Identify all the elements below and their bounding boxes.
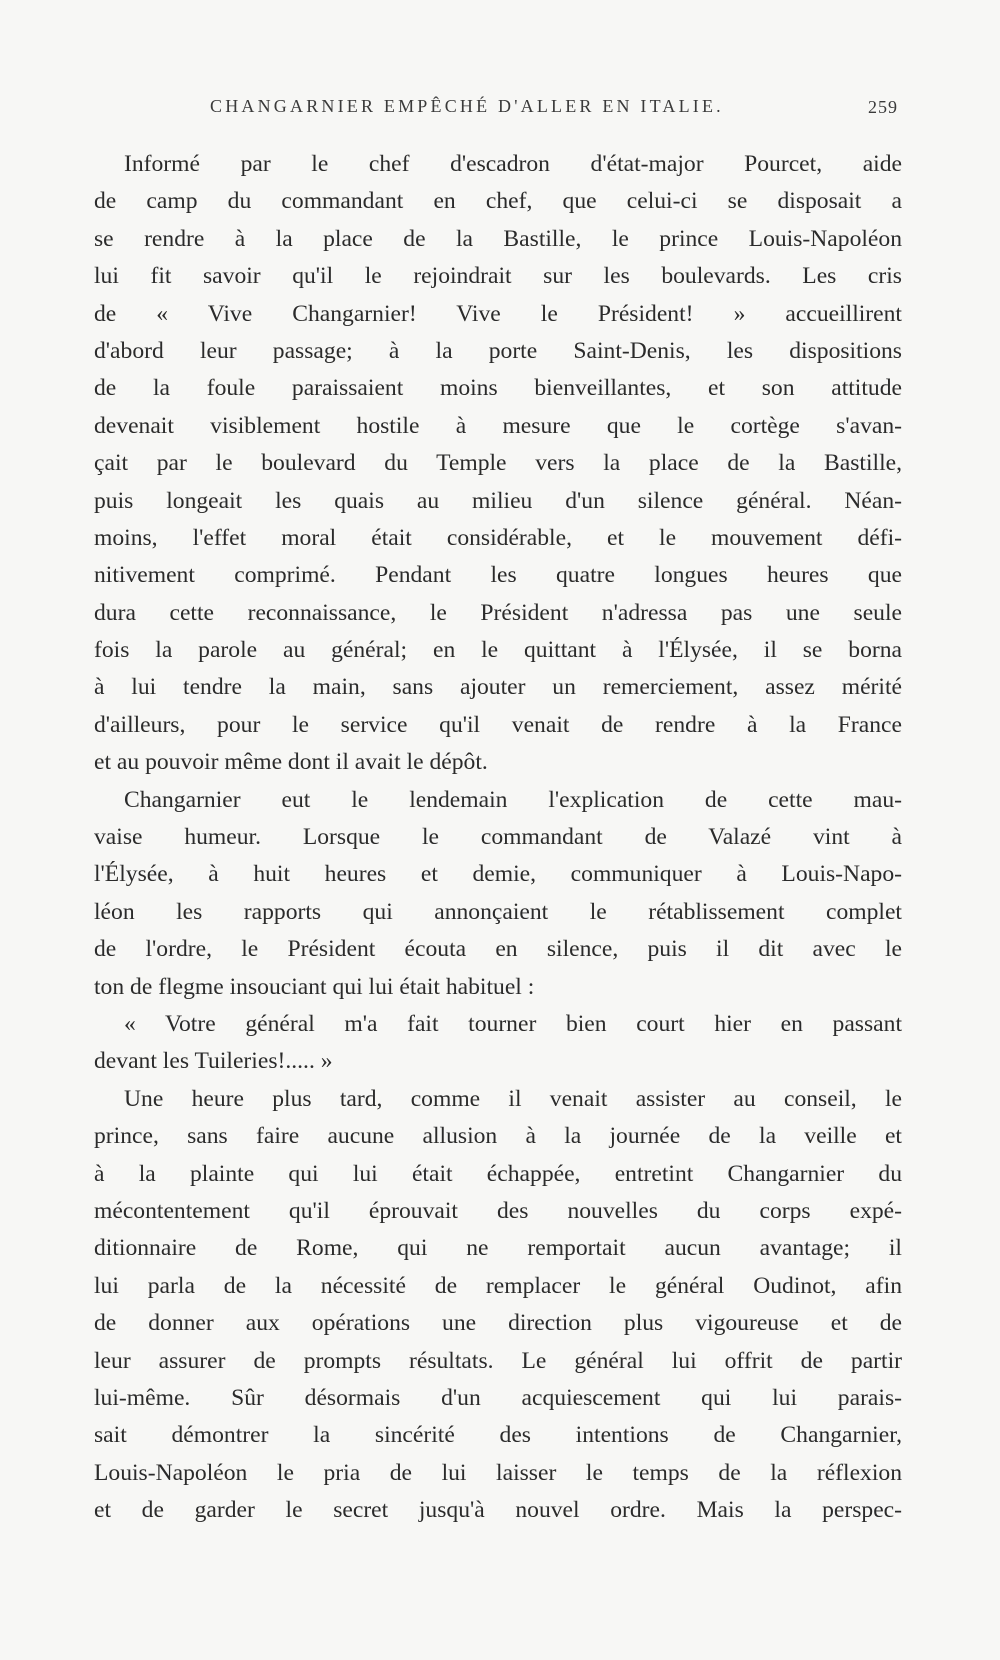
text-line: prince, sans faire aucune allusion à la journée de la veille et	[94, 1123, 902, 1150]
text-line: lui-même. Sûr désormais d'un acquiescement qui lui parais-	[94, 1384, 902, 1411]
running-head	[98, 96, 898, 126]
text-line: devenait visiblement hostile à mesure que le cortège s'avan-	[94, 412, 902, 439]
text-line: fois la parole au général; en le quittant à l'Élysée, il se borna	[94, 637, 902, 664]
text-line: ton de flegme insouciant qui lui était habituel :	[94, 973, 535, 1000]
text-line: vaise humeur. Lorsque le commandant de Valazé vint à	[94, 824, 902, 851]
text-line: de la foule paraissaient moins bienveillantes, et son attitude	[94, 375, 902, 402]
text-line: d'ailleurs, pour le service qu'il venait de rendre à la France	[94, 711, 902, 738]
text-line: et de garder le secret jusqu'à nouvel ordre. Mais la perspec-	[94, 1497, 902, 1524]
text-line: dura cette reconnaissance, le Président n'adressa pas une seule	[94, 599, 902, 626]
text-line: Une heure plus tard, comme il venait assister au conseil, le	[124, 1085, 902, 1112]
text-line: de l'ordre, le Président écouta en silence, puis il dit avec le	[94, 936, 902, 963]
text-line: et au pouvoir même dont il avait le dépôt.	[94, 749, 488, 776]
text-line: à la plainte qui lui était échappée, entretint Changarnier du	[94, 1160, 902, 1187]
text-line: Informé par le chef d'escadron d'état-major Pourcet, aide	[124, 151, 902, 177]
quoted-line: devant les Tuileries!..... »	[94, 1048, 333, 1075]
text-line: lui parla de la nécessité de remplacer le général Oudinot, afin	[94, 1272, 902, 1299]
body-text	[94, 146, 902, 1529]
text-line: se rendre à la place de la Bastille, le prince Louis-Napoléon	[94, 225, 902, 252]
text-line: d'abord leur passage; à la porte Saint-Denis, les dispositions	[94, 337, 902, 364]
text-line: çait par le boulevard du Temple vers la place de la Bastille,	[94, 450, 902, 477]
text-line: Changarnier eut le lendemain l'explication de cette mau-	[124, 786, 902, 813]
text-line: de « Vive Changarnier! Vive le Président! » accueillirent	[94, 300, 902, 327]
text-line: de donner aux opérations une direction plus vigoureuse et de	[94, 1310, 902, 1337]
text-line: sait démontrer la sincérité des intentions de Changarnier,	[94, 1422, 902, 1449]
text-line: puis longeait les quais au milieu d'un silence général. Néan-	[94, 487, 902, 514]
text-line: de camp du commandant en chef, que celui-ci se disposait a	[94, 188, 902, 215]
text-line: ditionnaire de Rome, qui ne remportait aucun avantage; il	[94, 1235, 902, 1262]
text-line: lui fit savoir qu'il le rejoindrait sur les boulevards. Les cris	[94, 263, 902, 290]
quoted-line: « Votre général m'a fait tourner bien court hier en passant	[124, 1010, 902, 1037]
text-line: leur assurer de prompts résultats. Le général lui offrit de partir	[94, 1347, 902, 1374]
text-line: moins, l'effet moral était considérable, et le mouvement défi-	[94, 524, 902, 551]
text-line: Louis-Napoléon le pria de lui laisser le temps de la réflexion	[94, 1459, 902, 1486]
text-line: mécontentement qu'il éprouvait des nouvelles du corps expé-	[94, 1197, 902, 1224]
chapter-running-title: CHANGARNIER EMPÊCHÉ D'ALLER EN ITALIE.	[210, 96, 724, 116]
text-line: l'Élysée, à huit heures et demie, communiquer à Louis-Napo-	[94, 861, 902, 888]
text-line: à lui tendre la main, sans ajouter un remerciement, assez mérité	[94, 674, 902, 701]
text-line: léon les rapports qui annonçaient le rétablissement complet	[94, 898, 902, 925]
text-line: nitivement comprimé. Pendant les quatre longues heures que	[94, 562, 902, 589]
page-number: 259	[868, 97, 898, 117]
